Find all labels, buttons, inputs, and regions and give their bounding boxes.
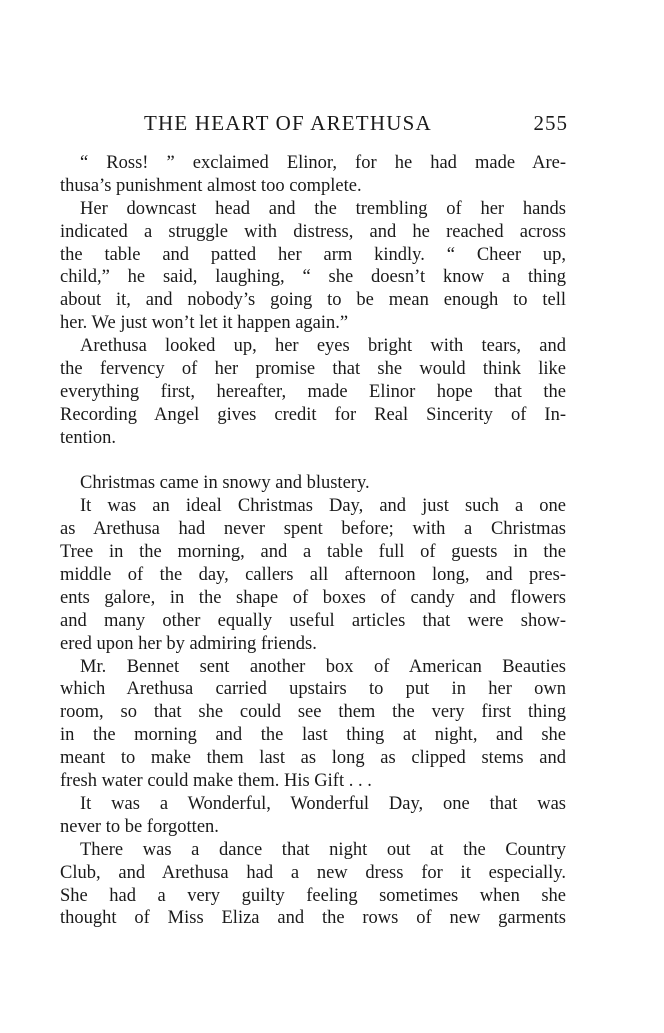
text-line: as Arethusa had never spent before; with a Christmas [60,519,566,540]
text-line: ents galore, in the shape of boxes of candy and flowers [60,587,566,608]
text-line: never to be forgotten. [60,816,219,837]
text-line: ered upon her by admiring friends. [60,633,317,654]
text-line: thusa’s punishment almost too complete. [60,175,362,196]
text-line: She had a very guilty feeling sometimes when she [60,885,566,906]
text-line: middle of the day, callers all afternoon long, and pres- [60,565,566,586]
text-line: Tree in the morning, and a table full of guests in the [60,542,566,563]
text-line: fresh water could make them. His Gift . . . [60,771,372,792]
text-line: indicated a struggle with distress, and he reached across [60,221,566,242]
text-line: There was a dance that night out at the Country [80,839,566,860]
text-line: about it, and nobody’s going to be mean enough to tell [60,290,566,311]
text-line: Mr. Bennet sent another box of American Beauties [80,656,566,677]
text-line: Arethusa looked up, her eyes bright with tears, and [80,336,566,357]
text-line: thought of Miss Eliza and the rows of new garments [60,908,566,929]
text-line: and many other equally useful articles that were show- [60,610,566,631]
text-line: Club, and Arethusa had a new dress for it especially. [60,862,566,883]
text-line: child,” he said, laughing, “ she doesn’t know a thing [60,267,566,288]
text-line: which Arethusa carried upstairs to put in her own [60,679,566,700]
running-title: THE HEART OF ARETHUSA [144,111,432,135]
text-line: “ Ross! ” exclaimed Elinor, for he had made Are- [80,153,566,173]
text-line: in the morning and the last thing at night, and she [60,725,566,746]
text-line: her. We just won’t let it happen again.” [60,313,349,334]
page-header [60,111,568,139]
text-line: meant to make them last as long as clipped stems and [60,748,566,769]
text-line: Recording Angel gives credit for Real Sincerity of In- [60,404,566,425]
paragraph-gap [60,450,566,473]
body-text [60,152,566,930]
text-line: It was an ideal Christmas Day, and just such a one [80,496,566,517]
page-number: 255 [533,111,568,135]
text-line: the table and patted her arm kindly. “ Cheer up, [60,244,566,265]
text-line: room, so that she could see them the very first thing [60,702,566,723]
text-line: everything first, hereafter, made Elinor hope that the [60,381,566,402]
text-line: the fervency of her promise that she would think like [60,359,566,380]
text-line: Her downcast head and the trembling of her hands [80,198,566,219]
text-line: Christmas came in snowy and blustery. [80,473,370,494]
text-line: tention. [60,427,117,448]
text-line: It was a Wonderful, Wonderful Day, one that was [80,793,566,814]
